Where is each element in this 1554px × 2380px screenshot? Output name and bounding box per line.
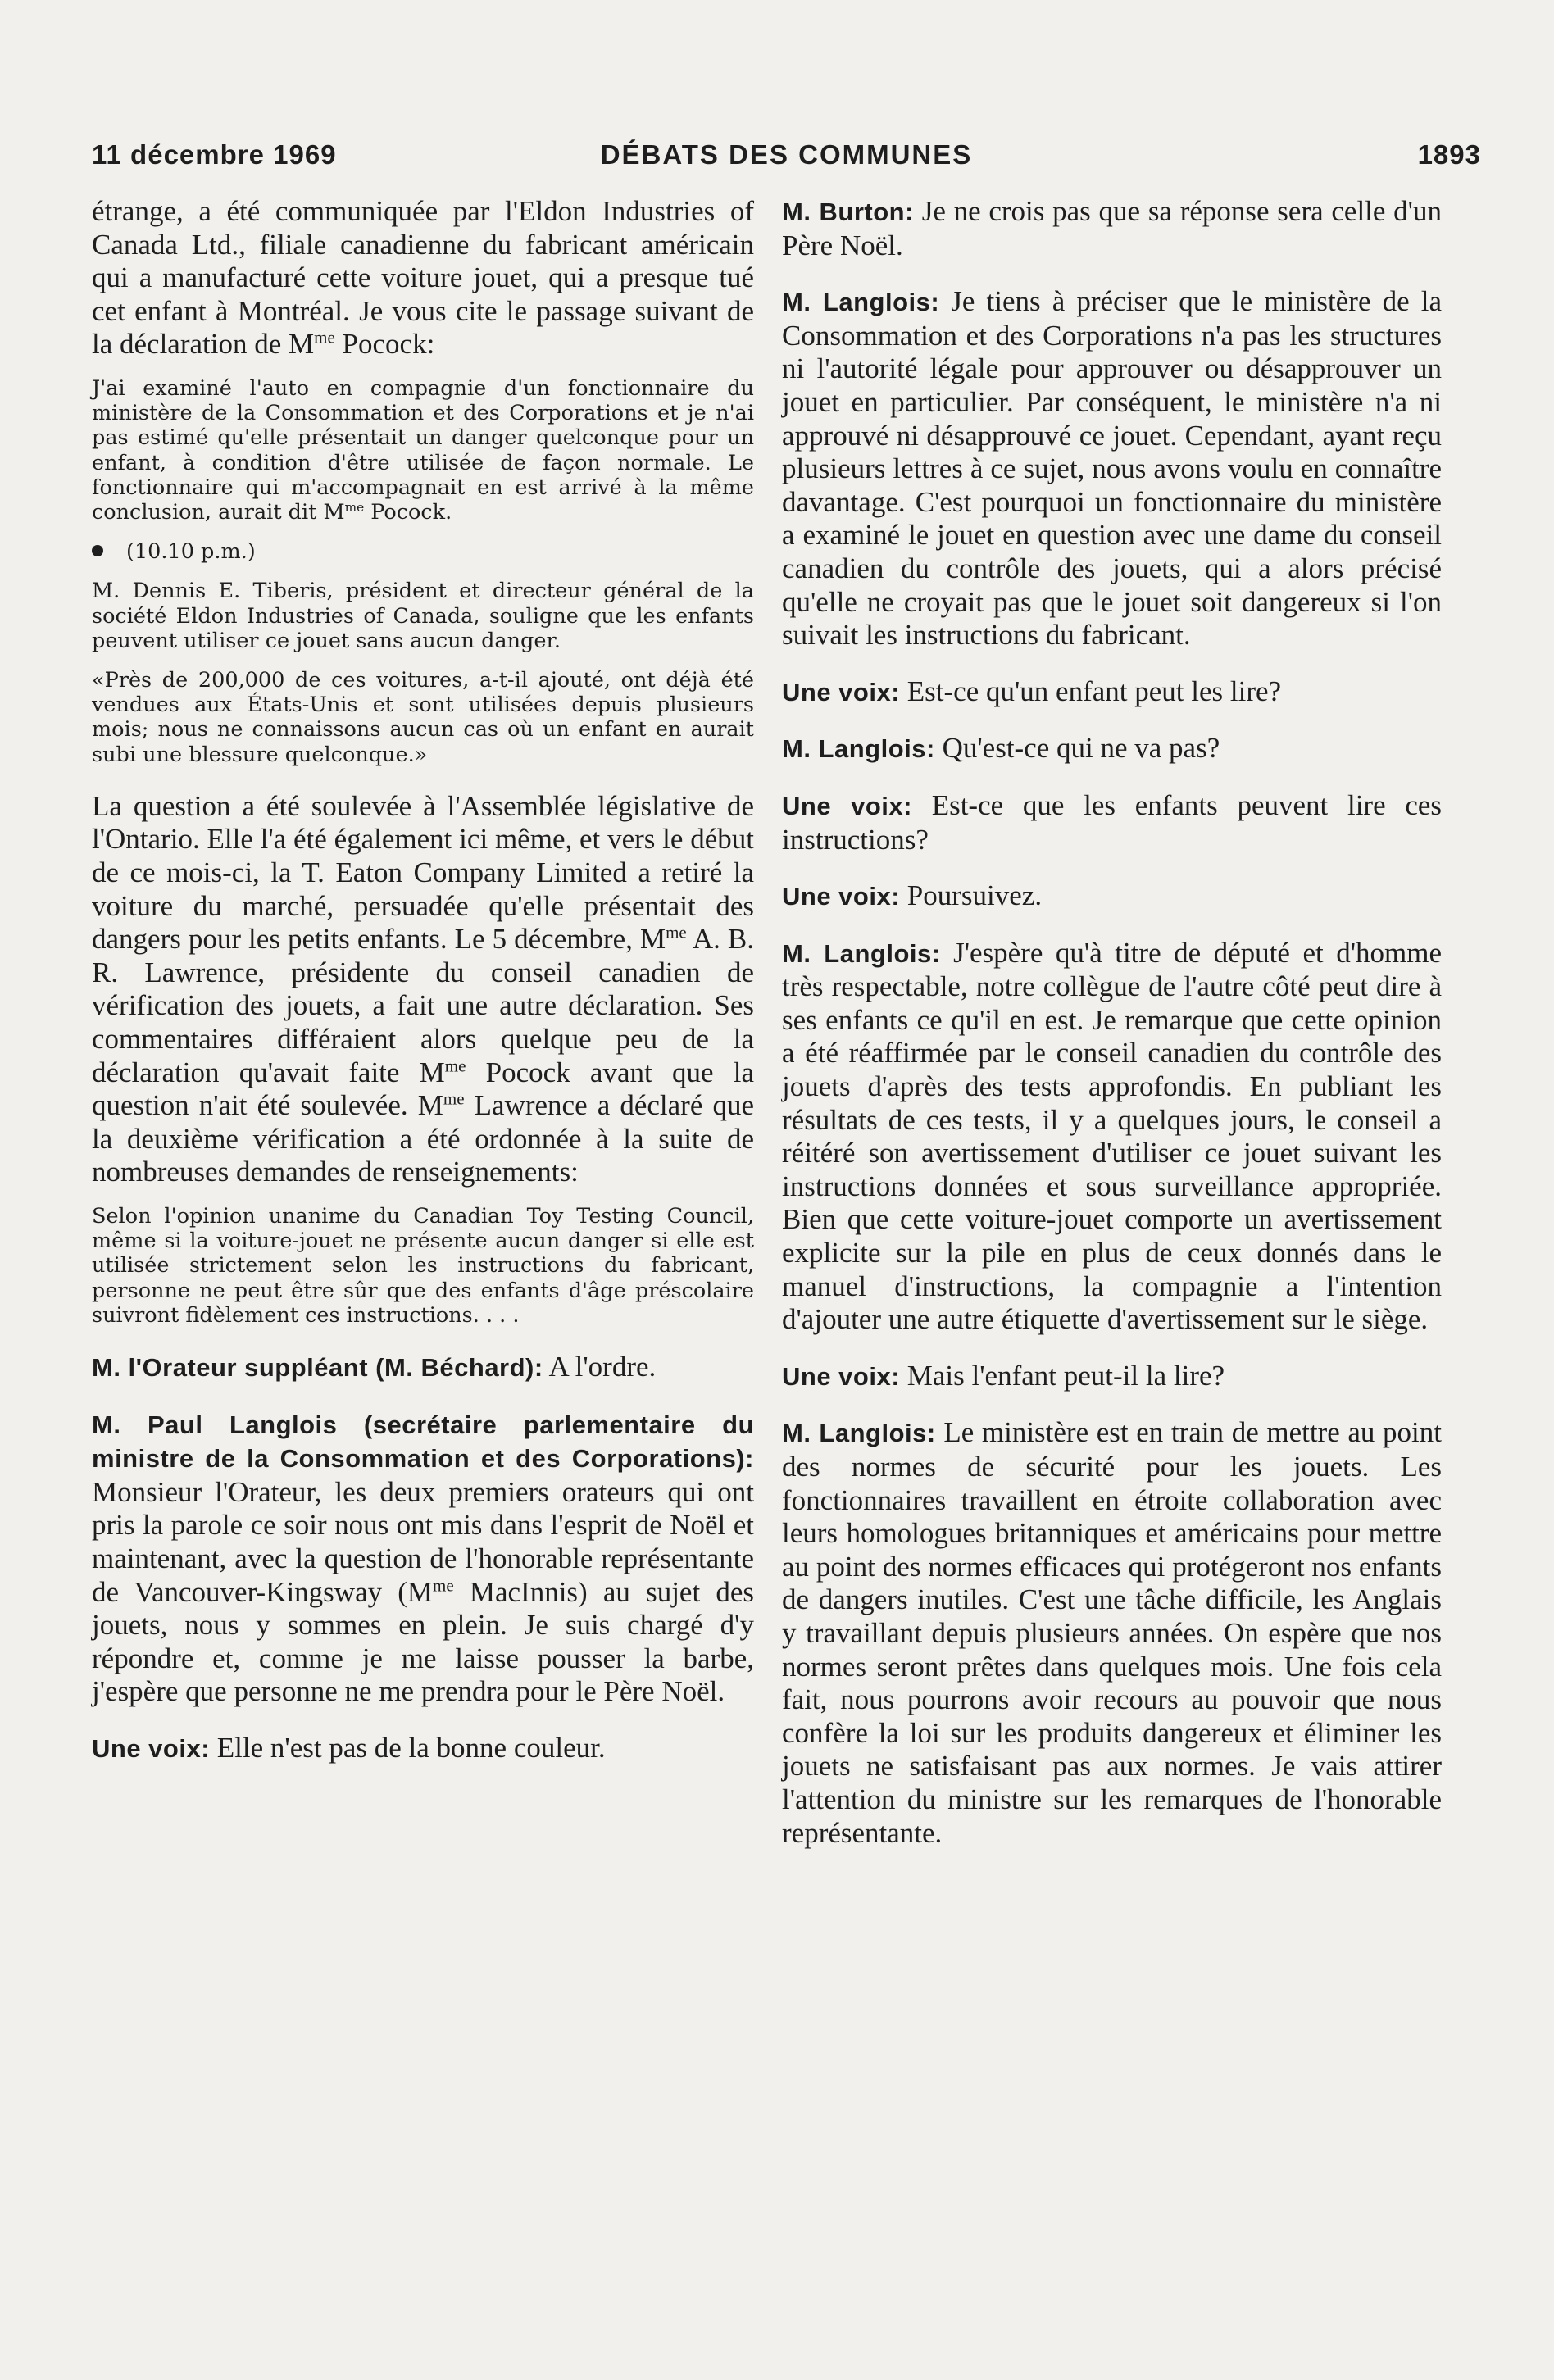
speaker-name: M. Langlois: [782,938,941,968]
speech-text: A l'ordre. [543,1350,657,1383]
page-number: 1893 [1417,139,1481,170]
speech-text: Est-ce qu'un enfant peut les lire? [900,674,1282,707]
speaker-name: Une voix: [92,1733,211,1763]
time-text: (10.10 p.m.) [126,539,256,565]
speech [782,1416,1442,1850]
bullet-icon [92,545,103,556]
speech-text: Monsieur l'Orateur, les deux premiers orateurs qui ont pris la parole ce soir nous ont mis dans l'esprit de Noël et maintenant, avec la question de l'honorable représentante de Vancouver-Kingsway (M [92,1475,754,1608]
page-header [92,139,1481,185]
speech [782,195,1442,262]
speech [782,285,1442,652]
speaker-name: Une voix: [782,1361,901,1391]
speaker-name: Une voix: [782,677,901,706]
speaker-name: Une voix: [782,791,912,820]
speaker-name: M. l'Orateur suppléant (M. Béchard): [92,1352,543,1382]
speech [782,675,1442,710]
superscript: me [314,327,335,347]
text: Lawrence a déclaré que la deuxième vérification a été ordonnée à la suite de nombreuses demandes de renseignements: [92,1089,754,1188]
left-column [92,195,754,1765]
speaker-name: M. Burton: [782,198,914,226]
speech [92,1351,754,1385]
speech [782,789,1442,856]
text: A. B. R. Lawrence, présidente du conseil canadien de vérification des jouets, a fait une autre déclaration. Ses commentaires différaient alors quelque peu de la déclaration qu'avait faite M [92,923,754,1088]
speech [782,937,1442,1337]
speech-text: MacInnis) au sujet des jouets, nous y sommes en plein. Je suis chargé d'y répondre et, comme je me laisse pousser la barbe, j'espère que personne ne me prendra pour le Père Noël. [92,1575,754,1708]
paragraph [92,195,754,361]
quotation: M. Dennis E. Tiberis, président et directeur général de la société Eldon Industries of Canada, souligne que les enfants peuvent utiliser ce jouet sans aucun danger. [92,579,754,653]
speech-text: Est-ce que les enfants peuvent lire ces instructions? [782,788,1443,856]
superscript: me [433,1574,454,1595]
text: Pocock avant que la question n'ait été soulevée. M [92,1056,754,1122]
quotation: Selon l'opinion unanime du Canadian Toy Testing Council, même si la voiture-jouet ne présente aucun danger si elle est utilisée strictement selon les instructions du fabricant, personne ne peut être sûr que des enfants d'âge préscolaire suivront fidèlement ces instructions. . . . [92,1203,754,1328]
superscript: me [444,1055,466,1075]
speaker-name: Une voix: [782,882,901,911]
text: Pocock. [364,499,452,525]
speech-text: Je tiens à préciser que le ministère de la Consommation et des Corporations n'a pas les structures ni l'autorité légale pour approuver ou désapprouver un jouet en particulier. Par conséquent, le ministère n'a ni approuvé ni désapprouvé ce jouet. Cependant, ayant reçu plusieurs lettres à ce sujet, nous avons voulu en connaître davantage. C'est pourquoi un fonctionnaire du ministère a examiné le jouet en question avec une dame du conseil canadien du contrôle des jouets, qui a alors précisé qu'elle ne croyait pas que le jouet soit dangereux si l'on suivait les instructions du fabricant. [782,285,1442,652]
speaker-name: M. Langlois: [782,1419,936,1448]
quotation [92,376,754,525]
text: La question a été soulevée à l'Assemblée législative de l'Ontario. Elle l'a été également ici même, et vers le début de ce mois-ci, la T. Eaton Company Limited a retiré la voiture du marché, persuadée qu'elle présentait des dangers pour les petits enfants. Le 5 décembre, M [92,789,754,956]
speech [92,1732,754,1766]
superscript: me [443,1088,465,1109]
header-date: 11 décembre 1969 [92,139,337,170]
speaker-name: M. Langlois: [782,288,940,317]
text: J'ai examiné l'auto en compagnie d'un fonctionnaire du ministère de la Consommation et des Corporations et je n'ai pas estimé qu'elle présentait un danger quelconque pour un enfant, à condition d'être utilisée de façon normale. Le fonctionnaire qui m'accompagnait en est arrivé à la même conclusion, aurait dit M [92,375,754,525]
speech-text: Elle n'est pas de la bonne couleur. [210,1731,606,1764]
speech [782,1360,1442,1394]
speaker-name: M. Langlois: [782,734,935,764]
speech-text: Qu'est-ce qui ne va pas? [934,732,1220,765]
paragraph [92,790,754,1189]
speech-text: Poursuivez. [900,879,1043,912]
text: Pocock: [334,328,435,361]
superscript: me [344,499,365,515]
speech [782,879,1442,914]
text: étrange, a été communiquée par l'Eldon Industries of Canada Ltd., filiale canadienne du fabricant américain qui a manufacturé cette voiture jouet, qui a presque tué cet enfant à Montréal. Je vous cite le passage suivant de la déclaration de M [92,195,754,361]
speaker-name: M. Paul Langlois (secrétaire parlementaire du ministre de la Consommation et des Corporations): [92,1410,754,1474]
speech-text: Mais l'enfant peut-il la lire? [900,1359,1225,1392]
speech [782,732,1442,766]
speech [92,1408,754,1709]
speech-text: Je ne crois pas que sa réponse sera celle d'un Père Noël. [782,195,1442,261]
right-column [782,195,1442,1850]
speech-text: J'espère qu'à titre de député et d'homme très respectable, notre collègue de l'autre côté peut dire à ses enfants ce qu'il en est. Je remarque que cette opinion a été réaffirmée par le conseil canadien du contrôle des jouets d'après des tests approfondis. En publiant les résultats de ces tests, il y a quelques jours, le conseil a réitéré son avertissement d'utiliser ce jouet suivant les instructions données et sous surveillance appropriée. Bien que cette voiture-jouet comporte un avertissement explicite sur la pile en plus de ceux donnés dans le manuel d'instructions, la compagnie a l'intention d'ajouter une autre étiquette d'avertissement sur le siège. [782,936,1442,1336]
header-title: DÉBATS DES COMMUNES [600,139,973,170]
quotation: «Près de 200,000 de ces voitures, a-t-il ajouté, ont déjà été vendues aux États-Unis et sont utilisées depuis plusieurs mois; nous ne connaissons aucun cas où un enfant en aurait subi une blessure quelconque.» [92,668,754,767]
time-marker [92,539,754,564]
speech-text: Le ministère est en train de mettre au point des normes de sécurité pour les jouets. Les fonctionnaires travaillent en étroite collaboration avec leurs homologues britanniques et américains pour mettre au point des normes efficaces qui protégeront nos enfants de dangers inutiles. C'est une tâche difficile, les Anglais y travaillant depuis plusieurs années. On espère que nos normes seront prêtes dans quelques mois. Une fois cela fait, nous pourrons avoir recours au pouvoir que nous confère la loi sur les produits dangereux et éliminer les jouets ne satisfaisant pas aux normes. Je vais attirer l'attention du ministre sur les remarques de l'honorable représentante. [782,1416,1442,1849]
superscript: me [666,922,687,942]
